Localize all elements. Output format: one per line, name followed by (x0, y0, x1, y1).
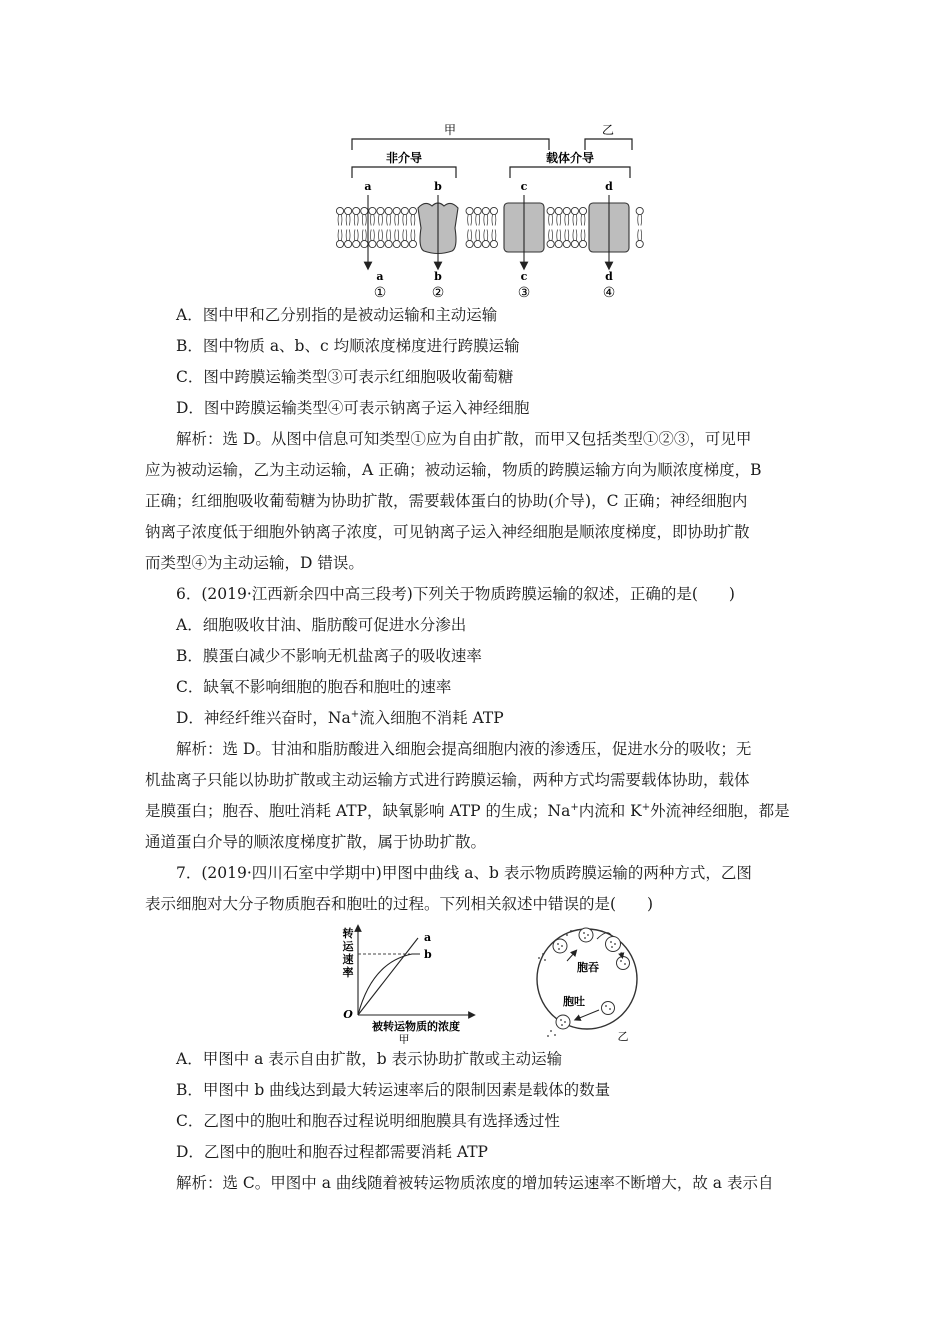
q5-analysis-line-1: 解析：选 D。从图中信息可知类型①应为自由扩散，而甲又包括类型①②③，可见甲 (176, 430, 752, 448)
molecule-c-bottom: c (520, 270, 528, 283)
ylabel-char-1: 转 (342, 927, 354, 940)
label-exocytosis: 胞吐 (563, 995, 585, 1008)
q7-stem-line-2: 表示细胞对大分子物质胞吞和胞吐的过程。下列相关叙述中错误的是( ) (145, 895, 654, 913)
q5-analysis-line-2: 应为被动运输，乙为主动运输，A 正确；被动运输，物质的跨膜运输方向为顺浓度梯度，B (145, 461, 762, 479)
q5-option-c: C．图中跨膜运输类型③可表示红细胞吸收葡萄糖 (176, 368, 514, 386)
curve-a-label: a (424, 931, 432, 944)
ylabel-char-3: 速 (342, 953, 354, 966)
q5-analysis-line-4: 钠离子浓度低于细胞外钠离子浓度，可见钠离子运入神经细胞是顺浓度梯度，即协助扩散 (145, 523, 750, 541)
type-1-marker: ① (373, 285, 387, 301)
q6-analysis-3-sup2: + (641, 802, 651, 813)
label-yi: 乙 (601, 123, 615, 137)
ylabel-char-2: 运 (342, 940, 354, 953)
q6-analysis-3-pre: 是膜蛋白；胞吞、胞吐消耗 ATP，缺氧影响 ATP 的生成；Na (145, 802, 571, 820)
q6-analysis-line-2: 机盐离子只能以协助扩散或主动运输方式进行跨膜运输，两种方式均需要载体协助，载体 (145, 771, 750, 789)
label-carrier-mediated: 载体介导 (545, 151, 595, 165)
ylabel-char-4: 率 (342, 966, 354, 979)
endocytic-vesicle-2 (579, 928, 593, 942)
transport-rate-graph (332, 922, 482, 1044)
q6-analysis-line-3 (145, 801, 790, 821)
molecule-b-bottom: b (434, 270, 442, 283)
origin-label: O (343, 1008, 353, 1021)
q5-option-d: D．图中跨膜运输类型④可表示钠离子运入神经细胞 (176, 399, 530, 417)
molecule-b-top: b (434, 180, 442, 193)
label-endocytosis: 胞吞 (577, 961, 599, 974)
q6-analysis-3-post: 外流神经细胞，都是 (650, 802, 790, 820)
q6-option-d-sup: + (350, 709, 360, 720)
q7-option-d: D．乙图中的胞吐和胞吞过程都需要消耗 ATP (176, 1143, 488, 1161)
q5-analysis-line-3: 正确；红细胞吸收葡萄糖为协助扩散，需要载体蛋白的协助(介导)，C 正确；神经细胞内 (145, 492, 748, 510)
q6-analysis-3-sup1: + (570, 802, 579, 813)
molecule-d-bottom: d (605, 270, 613, 283)
q5-analysis-line-5: 而类型④为主动运输，D 错误。 (145, 554, 364, 572)
endocytosis-exocytosis-cell (527, 919, 647, 1045)
xlabel: 被转运物质的浓度 (372, 1020, 460, 1033)
endocytic-vesicle-1 (553, 939, 567, 953)
q6-analysis-line-4: 通道蛋白介导的顺浓度梯度扩散，属于协助扩散。 (145, 833, 487, 851)
membrane-transport-diagram (0, 0, 950, 305)
q7-option-a: A．甲图中 a 表示自由扩散，b 表示协助扩散或主动运输 (176, 1050, 563, 1068)
type-3-marker: ③ (517, 285, 531, 301)
q7-stem-line-1: 7．(2019·四川石室中学期中)甲图中曲线 a、b 表示物质跨膜运输的两种方式，乙图 (176, 864, 752, 882)
q6-analysis-line-1: 解析：选 D。甘油和脂肪酸进入细胞会提高细胞内液的渗透压，促进水分的吸收；无 (176, 740, 752, 758)
q6-option-b: B．膜蛋白减少不影响无机盐离子的吸收速率 (176, 647, 482, 665)
q7-option-b: B．甲图中 b 曲线达到最大转运速率后的限制因素是载体的数量 (176, 1081, 611, 1099)
q6-option-d-pre: D．神经纤维兴奋时，Na (176, 709, 351, 727)
exocytic-vesicle-2 (556, 1015, 570, 1029)
type-2-marker: ② (431, 285, 445, 301)
endocytic-vesicle-4 (617, 957, 630, 970)
cell-caption: 乙 (617, 1030, 629, 1043)
q7-option-c: C．乙图中的胞吐和胞吞过程说明细胞膜具有选择透过性 (176, 1112, 560, 1130)
label-non-mediated: 非介导 (385, 151, 423, 165)
q6-option-c: C．缺氧不影响细胞的胞吞和胞吐的速率 (176, 678, 452, 696)
q6-option-d (176, 708, 504, 728)
curve-b-line (358, 954, 420, 1015)
q6-stem: 6．(2019·江西新余四中高三段考)下列关于物质跨膜运输的叙述，正确的是( ) (176, 585, 735, 603)
molecule-a-bottom: a (376, 270, 384, 283)
molecule-a-top: a (364, 180, 372, 193)
graph-caption: 甲 (398, 1033, 410, 1044)
q5-option-a: A．图中甲和乙分别指的是被动运输和主动运输 (176, 306, 498, 324)
molecule-c-top: c (520, 180, 528, 193)
q6-option-a: A．细胞吸收甘油、脂肪酸可促进水分渗出 (176, 616, 467, 634)
type-4-marker: ④ (602, 285, 616, 301)
label-jia: 甲 (443, 123, 457, 137)
cell-membrane (537, 929, 637, 1029)
q6-analysis-3-mid: 内流和 K (578, 802, 642, 820)
curve-a-line (358, 938, 418, 1015)
molecule-d-top: d (605, 180, 613, 193)
exocytic-vesicle-1 (602, 1002, 615, 1015)
q5-option-b: B．图中物质 a、b、c 均顺浓度梯度进行跨膜运输 (176, 337, 520, 355)
q6-option-d-post: 流入细胞不消耗 ATP (359, 709, 504, 727)
curve-b-label: b (424, 948, 432, 961)
endocytic-vesicle-3 (606, 937, 621, 952)
q7-analysis-line-1: 解析：选 C。甲图中 a 曲线随着被转运物质浓度的增加转运速率不断增大，故 a 表示自 (176, 1174, 774, 1192)
